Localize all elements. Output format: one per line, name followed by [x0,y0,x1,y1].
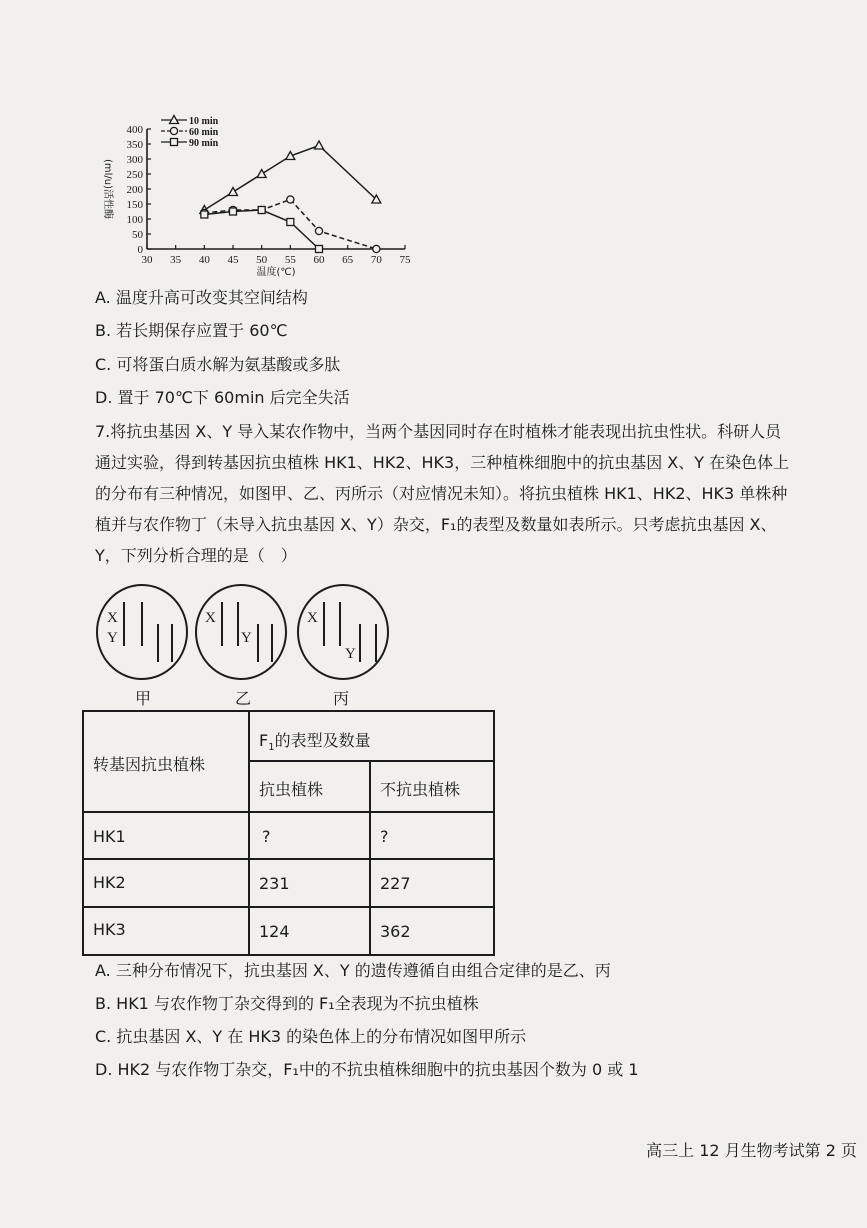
legend-label-1: 60 min [189,127,219,138]
gene-x-label: X [205,610,216,626]
option-text: 抗虫基因 X、Y 在 HK3 的染色体上的分布情况如图甲所示 [116,1027,527,1046]
y-tick-label: 0 [137,244,143,256]
table-cell-plant: HK3 [93,920,126,939]
option-text: 温度升高可改变其空间结构 [115,288,308,307]
x-tick-label: 50 [256,254,268,266]
x-tick-label: 30 [141,254,153,266]
q7-option-c [95,1027,526,1047]
stem-line: 植并与农作物丁（未导入抗虫基因 X、Y）杂交，F₁的表型及数量如表所示。只考虑抗虫基因 X、 [95,515,777,534]
q7-option-b [95,994,479,1014]
series-2-point [258,207,265,214]
question-7-stem [95,416,865,571]
option-label: A. [95,288,111,307]
option-text: 置于 70℃下 60min 后完全失活 [117,388,350,407]
series-1-point [373,245,380,252]
q7-option-a [95,961,611,981]
table-cell-non-resistant: ? [380,827,389,846]
option-text: 可将蛋白质水解为氨基酸或多肽 [116,355,341,374]
option-label: D. [95,388,113,407]
option-text: HK1 与农作物丁杂交得到的 F₁全表现为不抗虫植株 [116,994,479,1013]
table-cell-non-resistant: 227 [380,874,411,893]
caption-jia: 甲 [135,689,152,708]
x-axis-label: 温度(℃) [256,267,296,278]
legend-marker-2 [171,139,178,146]
table-cell-resistant: 124 [259,922,290,941]
col-header-resistant: 抗虫植株 [259,780,324,799]
x-tick-label: 60 [313,254,325,266]
y-tick-label: 350 [126,139,143,151]
option-label: B. [95,994,112,1013]
y-tick-label: 200 [126,184,143,196]
q6-option-a [95,288,308,308]
gene-x-label: X [307,610,318,626]
series-1-point [287,196,294,203]
q6-option-b [95,321,288,341]
x-tick-label: 70 [370,254,382,266]
y-tick-label: 250 [126,169,143,181]
y-tick-label: 50 [132,229,143,241]
legend-label-0: 10 min [189,116,219,127]
option-label: B. [95,321,112,340]
table-cell-resistant: 231 [259,874,290,893]
stem-line: 的分布有三种情况，如图甲、乙、丙所示（对应情况未知）。将抗虫植株 HK1、HK2、HK3 单株种 [95,484,788,503]
option-label: C. [95,355,112,374]
table-cell-resistant: ? [262,827,271,846]
y-tick-label: 400 [126,124,143,136]
enzyme-activity-chart [95,112,425,282]
q7-option-d [95,1060,639,1080]
gene-y-label: Y [345,646,356,662]
series-2-point [201,211,208,218]
gene-y-label: Y [241,630,252,646]
table-cell-plant: HK1 [93,827,126,846]
stem-line: 通过实验，得到转基因抗虫植株 HK1、HK2、HK3，三种植株细胞中的抗虫基因 X、Y 在染色体上 [95,453,790,472]
series-1-point [315,227,322,234]
table-cell-plant: HK2 [93,873,126,892]
x-tick-label: 55 [284,254,296,266]
option-label: C. [95,1027,112,1046]
q6-option-d [95,388,350,408]
option-text: 若长期保存应置于 60℃ [116,321,288,340]
caption-bing: 丙 [333,689,350,708]
legend-marker-1 [170,127,177,134]
gene-y-label: Y [107,630,118,646]
option-text: 三种分布情况下，抗虫基因 X、Y 的遗传遵循自由组合定律的是乙、丙 [115,961,611,980]
x-tick-label: 35 [170,254,182,266]
option-text: HK2 与农作物丁杂交，F₁中的不抗虫植株细胞中的抗虫基因个数为 0 或 1 [117,1060,639,1079]
page-footer: 高三上 12 月生物考试第 2 页 [646,1141,857,1160]
series-line-2 [204,210,319,249]
option-label: D. [95,1060,113,1079]
caption-yi: 乙 [235,689,252,708]
stem-line: Y，下列分析合理的是（ ） [95,546,297,565]
col-header-non-resistant: 不抗虫植株 [380,780,461,799]
cell-diagrams [95,580,395,690]
table-group-header: $F_1$的表型及数量 [259,731,371,754]
gene-x-label: X [107,610,118,626]
x-tick-label: 45 [227,254,239,266]
legend-label-2: 90 min [189,138,219,149]
y-tick-label: 100 [126,214,143,226]
series-2-point [316,246,323,253]
option-label: A. [95,961,111,980]
series-0-point [315,141,324,149]
table-cell-non-resistant: 362 [380,922,411,941]
y-tick-label: 150 [126,199,143,211]
series-0-point [229,188,238,196]
x-tick-label: 65 [342,254,354,266]
x-tick-label: 40 [198,254,210,266]
series-0-point [257,170,266,178]
x-tick-label: 75 [399,254,411,266]
series-2-point [230,208,237,215]
stem-line: 7.将抗虫基因 X、Y 导入某农作物中，当两个基因同时存在时植株才能表现出抗虫性状。科研人员 [95,422,782,441]
series-2-point [287,219,294,226]
q6-option-c [95,355,340,375]
cell-bing [298,585,388,679]
y-axis-label: (ml/u)活性酶 [102,158,113,220]
table-row-header: 转基因抗虫植株 [93,755,206,774]
y-tick-label: 300 [126,154,143,166]
